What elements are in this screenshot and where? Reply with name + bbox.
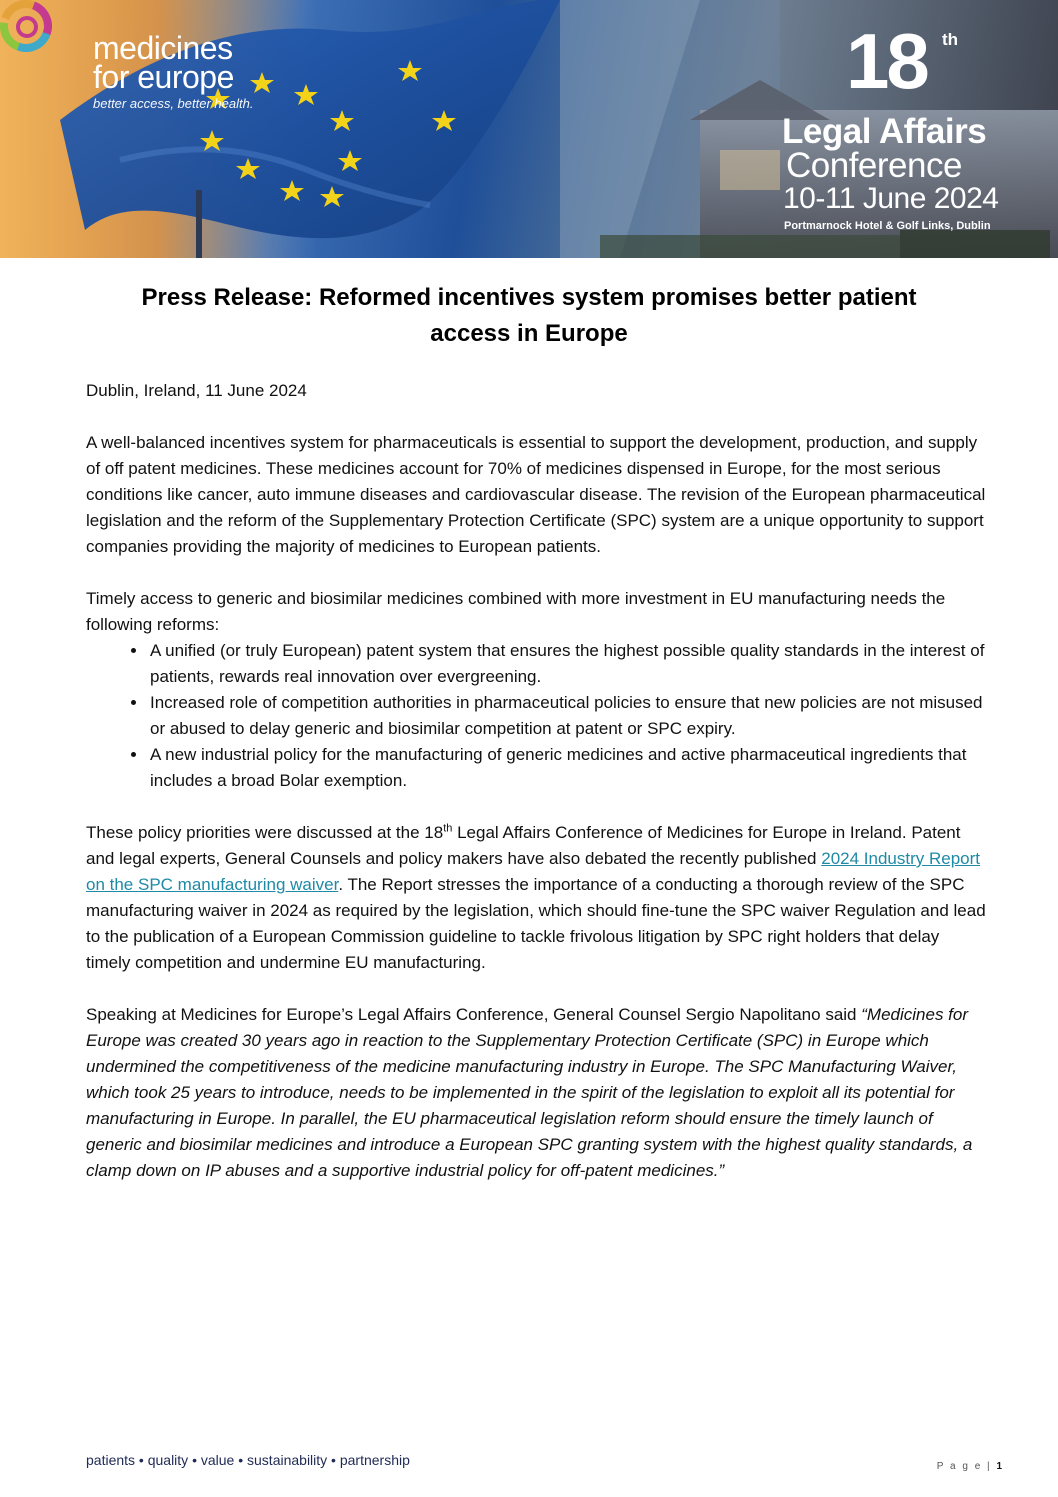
conference-title-line2: Conference — [786, 146, 962, 185]
footer-values: patients • quality • value • sustainability • partnership — [86, 1452, 410, 1468]
reforms-list — [86, 638, 986, 794]
page-number-footer — [937, 1461, 1002, 1472]
conference-dates: 10-11 June 2024 — [783, 182, 999, 215]
press-release-title: Press Release: Reformed incentives system promises better patient access in Europe — [141, 284, 917, 347]
logo-text-line2: for europe — [93, 59, 234, 95]
conference-number-suffix: th — [942, 30, 959, 49]
paragraph-conference — [86, 820, 986, 976]
dateline: Dublin, Ireland, 11 June 2024 — [86, 381, 307, 400]
list-item: • Increased role of competition authorities in pharmaceutical policies to ensure that new policies are not misused or abused to delay generic and biosimilar competition at patent or SPC expiry. — [148, 690, 986, 742]
quote-text: “Medicines for Europe was created 30 years ago in reaction to the Supplementary Protection Certificate (SPC) in Europe which undermined the competitiveness of the medicine manufacturing industry in Europe. The SPC Manufacturing Waiver, which took 25 years to introduce, needs to be implemented in the spirit of the legislation to exploit all its potential for manufacturing in Europe. In parallel, the EU pharmaceutical legislation reform should ensure the timely launch of generic and biosimilar medicines and introduce a European SPC granting system with the highest quality standards, a clamp down on IP abuses and a supportive industrial policy for off-patent medicines.” — [86, 1005, 973, 1180]
quote-intro: Speaking at Medicines for Europe’s Legal Affairs Conference, General Counsel Sergio Napolitano said — [86, 1005, 857, 1024]
paragraph-intro: A well-balanced incentives system for pharmaceuticals is essential to support the development, production, and supply of off patent medicines. These medicines account for 70% of medicines dispensed in Europe, for the most serious conditions like cancer, auto immune diseases and cardiovascular disease. The revision of the European pharmaceutical legislation and the reform of the Supplementary Protection Certificate (SPC) system are a unique opportunity to support companies providing the majority of medicines to European patients. — [86, 433, 986, 556]
paragraph-reforms-intro: Timely access to generic and biosimilar medicines combined with more investment in EU manufacturing needs the following reforms: — [86, 589, 946, 634]
paragraph-conference-text: . The Report stresses the importance of a conducting a thorough review of the SPC manufacturing waiver in 2024 as required by the legislation, which should fine-tune the SPC waiver Regulation and lead to the publication of a European Commission guideline to tackle frivolous litigation by SPC right holders that delay timely competition and undermine EU manufacturing. — [86, 875, 986, 972]
paragraph-conference-text: These policy priorities were discussed at the 18 — [86, 823, 444, 842]
conference-title-line1: Legal Affairs — [782, 112, 987, 151]
header-banner — [0, 0, 1058, 258]
list-item: • A unified (or truly European) patent system that ensures the highest possible quality standards in the interest of patients, rewards real innovation over evergreening. — [148, 638, 986, 690]
industry-report-link[interactable]: 2024 Industry Report on the SPC manufacturing waiver — [86, 849, 980, 894]
page-number: 1 — [996, 1461, 1002, 1472]
paragraph-conference-text: Legal Affairs Conference of Medicines for Europe in Ireland. Patent and legal experts, General Counsels and policy makers have also debated the recently published — [86, 823, 961, 868]
list-item: • A new industrial policy for the manufacturing of generic medicines and active pharmaceutical ingredients that includes a broad Bolar exemption. — [148, 742, 986, 794]
conference-venue: Portmarnock Hotel & Golf Links, Dublin — [784, 220, 991, 232]
paragraph-quote — [86, 1002, 986, 1184]
logo-text-line1: medicines — [93, 30, 233, 66]
conference-number: 18 — [846, 17, 927, 105]
ordinal-suffix: th — [443, 822, 453, 835]
page-label: P a g e | — [936, 1461, 992, 1472]
logo-tagline: better access, better health. — [93, 96, 254, 111]
medicines-for-europe-logo-icon — [0, 0, 52, 52]
press-release-body — [86, 378, 986, 1210]
